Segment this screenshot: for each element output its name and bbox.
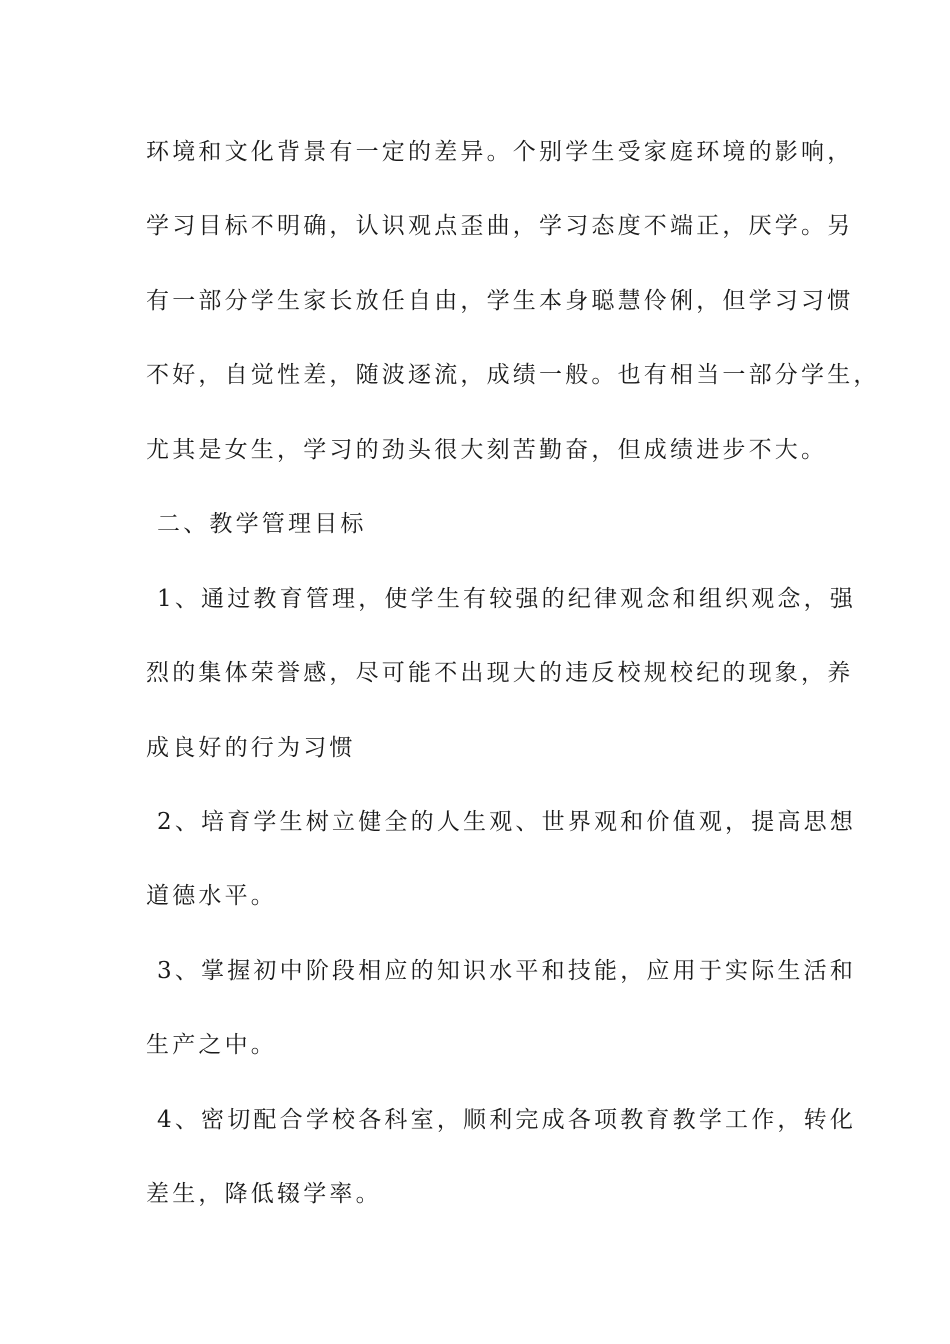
list-item-line: 道德水平。 [146,883,277,909]
list-item-line: 烈的集体荣誉感，尽可能不出现大的违反校规校纪的现象，养 [146,660,854,686]
paragraph-line: 学习目标不明确，认识观点歪曲，学习态度不端正，厌学。另 [146,213,854,239]
paragraph-line: 不好，自觉性差，随波逐流，成绩一般。也有相当一部分学生， [146,362,880,388]
list-item-line: 2、培育学生树立健全的人生观、世界观和价值观，提高思想 [157,809,857,835]
section-heading: 二、教学管理目标 [157,511,367,537]
paragraph-line: 环境和文化背景有一定的差异。个别学生受家庭环境的影响， [146,139,854,165]
list-item-line: 4、密切配合学校各科室，顺利完成各项教育教学工作，转化 [157,1107,857,1133]
list-item-line: 成良好的行为习惯 [146,735,356,761]
list-item-line: 1、通过教育管理，使学生有较强的纪律观念和组织观念，强 [157,586,857,612]
paragraph-line: 有一部分学生家长放任自由，学生本身聪慧伶俐，但学习习惯 [146,288,854,314]
list-item-line: 3、掌握初中阶段相应的知识水平和技能，应用于实际生活和 [157,958,857,984]
list-item-line: 生产之中。 [146,1032,277,1058]
paragraph-line: 尤其是女生，学习的劲头很大刻苦勤奋，但成绩进步不大。 [146,437,828,463]
list-item-line: 差生，降低辍学率。 [146,1181,382,1207]
